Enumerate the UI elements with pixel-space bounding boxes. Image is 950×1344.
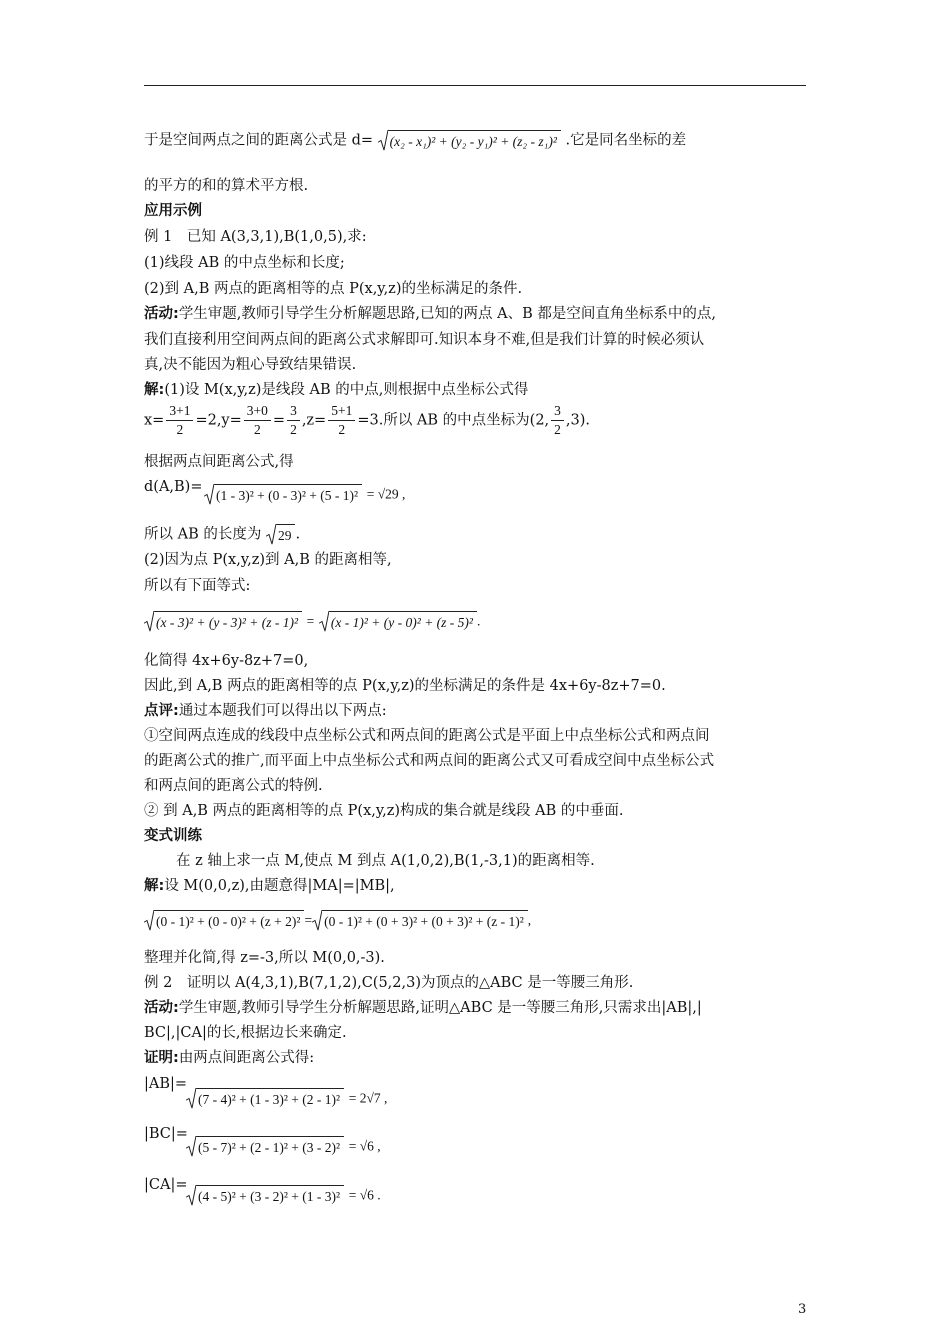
proof-line — [144, 1048, 314, 1068]
text-segment: 由两点间距离公式得: — [178, 1050, 315, 1066]
review-line — [144, 701, 387, 721]
text-segment: ,z= — [301, 412, 327, 429]
radical-expr: (7 - 4)² + (1 - 3)² + (2 - 1)² — [196, 1088, 344, 1109]
paragraph-line: ①空间两点连成的线段中点坐标公式和两点间的距离公式是平面上中点坐标公式和两点间 — [144, 728, 710, 744]
distance-formula-radical — [378, 130, 561, 151]
paragraph-line: 真,决不能因为粗心导致结果错误. — [144, 357, 357, 373]
numerator: 5+1 — [328, 402, 355, 421]
activity-label: 活动: — [144, 1000, 179, 1016]
example-title: 例 1 已知 A(3,3,1),B(1,0,5),求: — [144, 229, 367, 245]
example-title: 例 2 证明以 A(4,3,1),B(7,1,2),C(5,2,3)为顶点的△ABC 是一等腰三角形. — [144, 975, 634, 991]
paragraph-line: 的距离公式的推广,而平面上中点坐标公式和两点间的距离公式又可看成空间中点坐标公式 — [144, 753, 715, 769]
section-heading: 应用示例 — [144, 203, 202, 219]
text-segment: 通过本题我们可以得出以下两点: — [178, 703, 387, 719]
numerator: 3+0 — [244, 402, 271, 421]
text-segment: .它是同名坐标的差 — [565, 132, 687, 149]
denominator: 2 — [253, 422, 261, 437]
paragraph-line: 所以有下面等式: — [144, 578, 251, 594]
radical-expr: (x - 3)² + (y - 3)² + (z - 1)² — [154, 611, 302, 632]
radical — [186, 1136, 344, 1157]
paragraph-line: 根据两点间距离公式,得 — [144, 454, 294, 470]
distance-formula-line — [144, 130, 686, 151]
result: = √6 . — [348, 1187, 381, 1203]
paragraph-line: 我们直接利用空间两点间的距离公式求解即可.知识本身不难,但是我们计算的时候必须认 — [144, 332, 705, 348]
text-segment: 学生审题,教师引导学生分析解题思路,已知的两点 A、B 都是空间直角坐标系中的点, — [178, 306, 716, 322]
denominator: 2 — [176, 422, 184, 437]
page-number: 3 — [798, 1302, 807, 1317]
fraction — [551, 402, 564, 439]
dAB-formula — [204, 484, 405, 505]
equals-sign: = — [306, 613, 315, 629]
length-line — [144, 524, 300, 545]
radical-expr: (0 - 1)² + (0 + 3)² + (0 + 3)² + (z - 1)² — [322, 910, 528, 931]
numerator: 3 — [551, 402, 564, 421]
result: = √29 , — [366, 486, 406, 502]
radical — [186, 1185, 344, 1206]
header-rule — [144, 85, 806, 86]
solution-label: 解: — [144, 878, 165, 894]
denominator: 2 — [290, 422, 297, 437]
numerator: 3+1 — [166, 402, 193, 421]
text-segment: , — [527, 912, 532, 928]
radical-expr: (5 - 7)² + (2 - 1)² + (3 - 2)² — [196, 1136, 344, 1157]
text-segment: ,3). — [565, 412, 591, 429]
ca-formula — [186, 1185, 381, 1206]
radical — [144, 910, 304, 931]
paragraph-line: ② 到 A,B 两点的距离相等的点 P(x,y,z)构成的集合就是线段 AB 的中垂面. — [144, 803, 624, 819]
result: = 2√7 , — [348, 1090, 388, 1106]
radical-expr: 29 — [276, 524, 296, 545]
radical-expr: (4 - 5)² + (3 - 2)² + (1 - 3)² — [196, 1185, 344, 1206]
ab-formula — [186, 1088, 387, 1109]
text-segment: = — [272, 412, 286, 429]
activity-line — [144, 304, 716, 324]
text-segment: 于是空间两点之间的距离公式是 d= — [144, 132, 374, 149]
distance-formula-expr: (x₂ - x₁)² + (y₂ - y₁)² + (z₂ - z₁)² — [388, 130, 561, 151]
text-segment: 学生审题,教师引导学生分析解题思路,证明△ABC 是一等腰三角形,只需求出|AB|,| — [178, 1000, 702, 1016]
paragraph-line: 和两点间的距离公式的特例. — [144, 778, 323, 794]
text-segment: (1)设 M(x,y,z)是线段 AB 的中点,则根据中点坐标公式得 — [164, 382, 529, 398]
activity-label: 活动: — [144, 306, 179, 322]
section-heading: 变式训练 — [144, 828, 202, 844]
ca-label: |CA|= — [144, 1177, 188, 1193]
radical — [186, 1088, 344, 1109]
radical-expr: (0 - 1)² + (0 - 0)² + (z + 2)² — [154, 910, 304, 931]
paragraph-line: 化简得 4x+6y-8z+7=0, — [144, 653, 309, 669]
midpoint-formula-line — [144, 402, 590, 439]
denominator: 2 — [554, 422, 561, 437]
review-label: 点评: — [144, 703, 179, 719]
question-line: (2)到 A,B 两点的距离相等的点 P(x,y,z)的坐标满足的条件. — [144, 281, 523, 297]
bc-label: |BC|= — [144, 1126, 188, 1142]
paragraph-line: (2)因为点 P(x,y,z)到 A,B 的距离相等, — [144, 552, 392, 568]
radical — [319, 611, 477, 632]
fraction — [244, 402, 271, 439]
fraction — [287, 402, 300, 439]
text-segment: 设 M(0,0,z),由题意得|MA|=|MB|, — [164, 878, 395, 894]
paragraph-line: BC|,|CA|的长,根据边长来确定. — [144, 1025, 347, 1041]
radical — [144, 611, 302, 632]
text-segment: =2,y= — [195, 412, 242, 429]
text-segment: . — [295, 526, 301, 543]
solution-label: 解: — [144, 382, 165, 398]
bc-formula — [186, 1136, 381, 1157]
fraction — [166, 402, 193, 439]
radical-expr: (1 - 3)² + (0 - 3)² + (5 - 1)² — [214, 484, 362, 505]
paragraph-line: 整理并化简,得 z=-3,所以 M(0,0,-3). — [144, 950, 385, 966]
paragraph-line: 因此,到 A,B 两点的距离相等的点 P(x,y,z)的坐标满足的条件是 4x+6y-8z+7=0. — [144, 678, 666, 694]
ab-label: |AB|= — [144, 1076, 188, 1092]
question-line: 在 z 轴上求一点 M,使点 M 到点 A(1,0,2),B(1,-3,1)的距离相等. — [176, 853, 595, 869]
fraction — [328, 402, 355, 439]
radical-expr: (x - 1)² + (y - 0)² + (z - 5)² — [329, 611, 477, 632]
variant-formula — [144, 910, 531, 931]
radical — [312, 910, 528, 931]
text-segment: =3.所以 AB 的中点坐标为(2, — [357, 412, 550, 429]
proof-label: 证明: — [144, 1050, 179, 1066]
numerator: 3 — [287, 402, 300, 421]
activity-line — [144, 998, 702, 1018]
denominator: 2 — [338, 422, 346, 437]
equality-formula — [144, 611, 480, 632]
result: = √6 , — [348, 1138, 381, 1154]
solution-line — [144, 876, 395, 896]
text-segment: . — [476, 613, 481, 629]
paragraph-line: 的平方的和的算术平方根. — [144, 178, 309, 194]
dAB-label: d(A,B)= — [144, 479, 203, 495]
text-segment: 所以 AB 的长度为 — [144, 526, 262, 543]
equals-sign: = — [304, 912, 313, 928]
radical — [204, 484, 362, 505]
question-line: (1)线段 AB 的中点坐标和长度; — [144, 255, 345, 271]
text-segment: x= — [144, 412, 165, 429]
solution-line — [144, 380, 528, 400]
radical — [266, 524, 296, 545]
